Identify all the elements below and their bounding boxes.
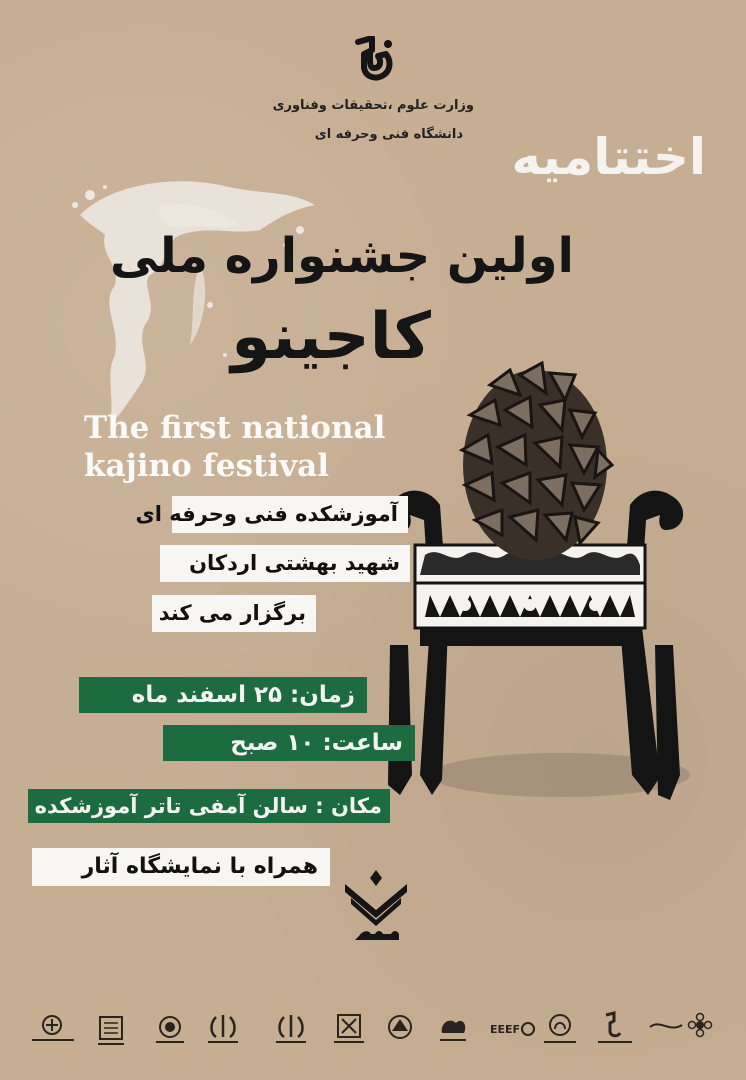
festival-title-line1: اولین جشنواره ملی xyxy=(110,228,574,284)
square-emblem-logo xyxy=(334,1015,364,1043)
closing-ceremony-heading: اختتامیه xyxy=(511,128,706,186)
sponsor-logos-footer xyxy=(20,1005,726,1055)
event-date: زمان: ۲۵ اسفند ماه xyxy=(79,677,367,713)
round-seal-logo xyxy=(156,1017,184,1043)
round-emblem-logo xyxy=(389,1016,411,1038)
iran-emblem-logo xyxy=(208,1015,238,1043)
calligraphy-logo xyxy=(98,1017,124,1045)
organizer-line1: آموزشکده فنی وحرفه ای xyxy=(172,496,408,533)
english-title-line1: The first national xyxy=(84,410,386,446)
university-name: دانشگاه فنی وحرفه ای xyxy=(314,127,463,142)
eeef-logo xyxy=(490,1023,534,1036)
ministry-name: وزارت علوم ،تحقیقات وفناوری xyxy=(272,98,474,113)
festival-title-line2: کاجینو xyxy=(231,300,431,374)
exhibition-note: همراه با نمایشگاه آثار xyxy=(32,848,330,886)
ornament-logo xyxy=(440,1021,466,1041)
chair-pinecone-illustration xyxy=(370,355,700,815)
flower-logo xyxy=(650,1014,712,1037)
svg-text:EEEF: EEEF xyxy=(490,1023,521,1036)
iran-emblem-logo xyxy=(276,1015,306,1043)
event-location: مکان : سالن آمفی تاتر آموزشکده xyxy=(28,789,390,823)
event-time: ساعت: ۱۰ صبح xyxy=(163,725,415,761)
english-title-line2: kajino festival xyxy=(84,448,330,484)
university-logo xyxy=(544,1015,576,1043)
ministry-logo xyxy=(348,36,396,86)
ministry-logo xyxy=(598,1013,632,1043)
organizer-line3: برگزار می کند xyxy=(152,595,316,632)
kajino-logo xyxy=(335,866,417,946)
organizer-line2: شهید بهشتی اردکان xyxy=(160,545,410,582)
emblem-logo xyxy=(32,1016,74,1041)
